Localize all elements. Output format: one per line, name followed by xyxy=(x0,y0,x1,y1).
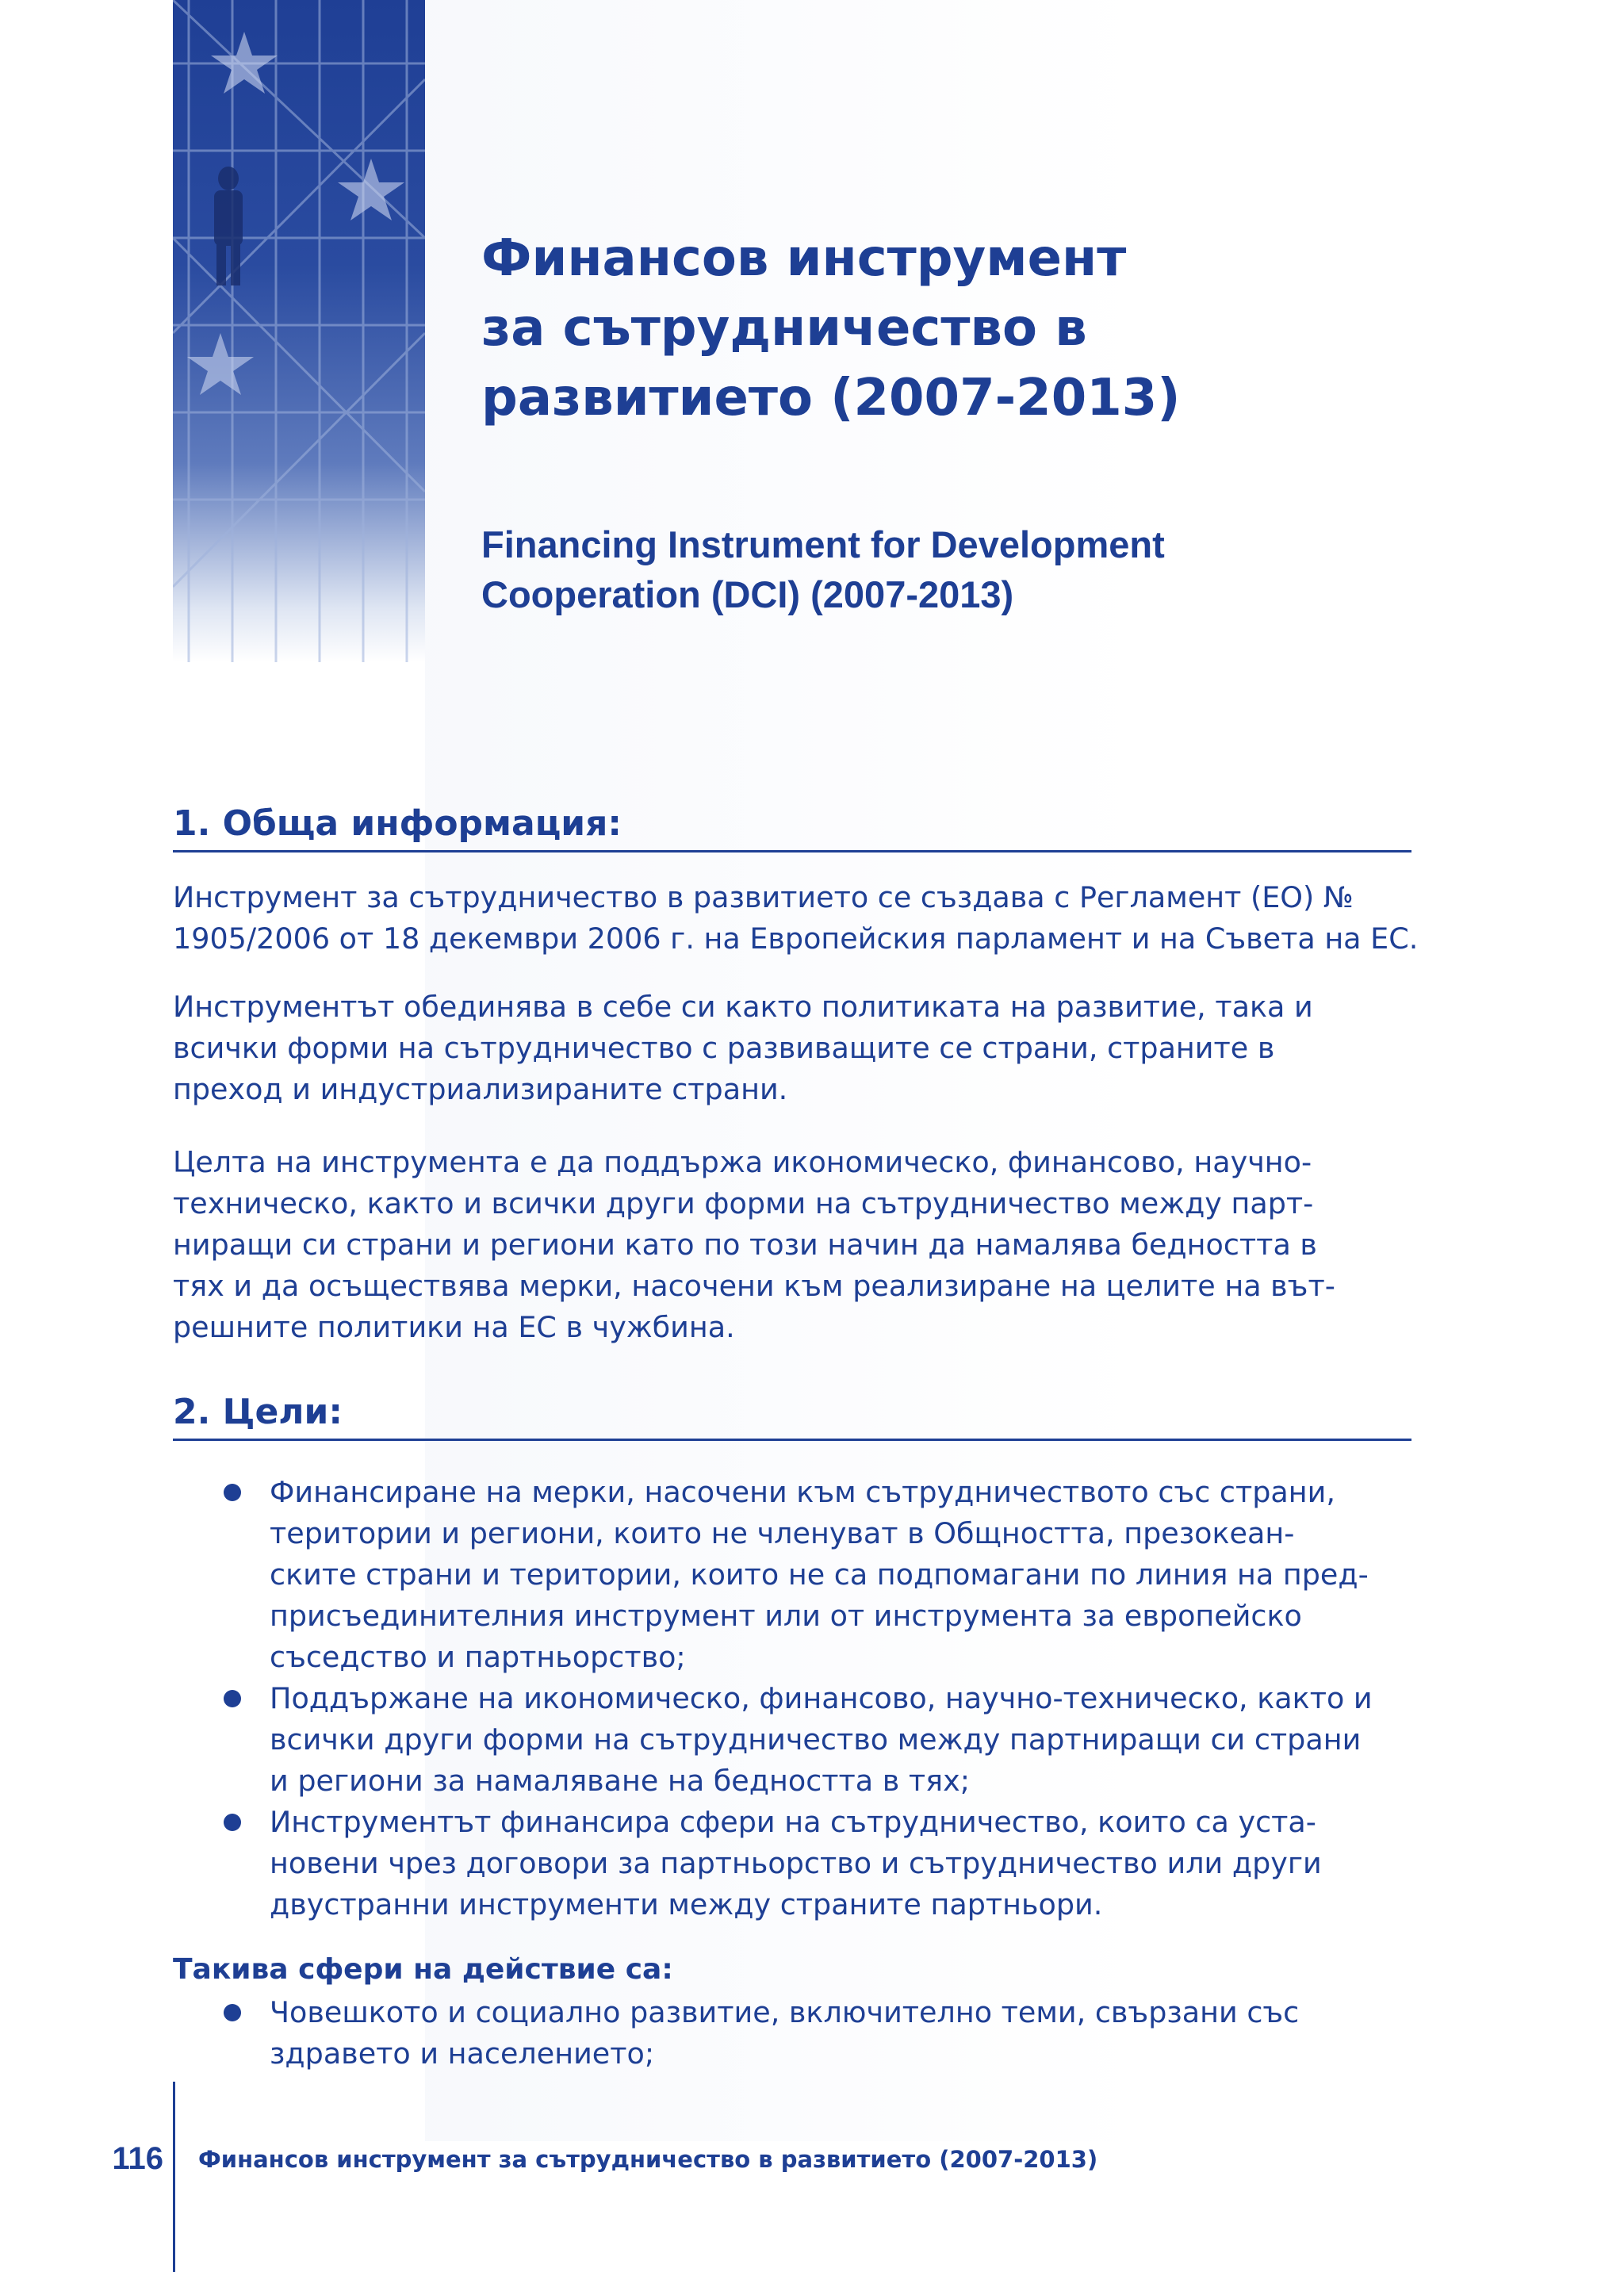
text-line: всички форми на сътрудничество с развиващите се страни, страните в xyxy=(173,1031,1275,1065)
text-line: 1905/2006 от 18 декември 2006 г. на Европейския парламент и на Съвета на ЕС. xyxy=(173,921,1419,956)
bullet-icon xyxy=(224,2004,241,2021)
list-item: Инструментът финансира сфери на сътрудничество, които са уста- новени чрез договори за партньорство и сътрудничество или други двустранни инструменти между страните партньори. xyxy=(173,1802,1411,1925)
title-line: развитието (2007-2013) xyxy=(481,369,1181,427)
text-line: Целта на инструмента е да поддържа икономическо, финансово, научно- xyxy=(173,1145,1312,1179)
footer-divider xyxy=(173,2082,175,2272)
goals-list xyxy=(173,1472,1411,1925)
list-item: Финансиране на мерки, насочени към сътрудничеството със страни, територии и региони, които не членуват в Общността, презокеан- ските страни и територии, които не са подпомагани по линия на пред- присъединителния инструмент или от инструмента за европейско съседство и партньорство; xyxy=(173,1472,1411,1678)
header-photo-banner xyxy=(173,0,425,662)
action-areas-heading: Такива сфери на действие са: xyxy=(173,1953,673,1986)
page-number: 116 xyxy=(112,2141,163,2176)
text-line: Инструментът обединява в себе си както политиката на развитие, така и xyxy=(173,990,1313,1024)
bullet-icon xyxy=(224,1690,241,1707)
subtitle-line: Financing Instrument for Development xyxy=(481,523,1165,565)
title-line: за сътрудничество в xyxy=(481,299,1087,358)
page-title xyxy=(481,224,1512,433)
paragraph-purpose xyxy=(173,1142,1411,1348)
text-line: решните политики на ЕС в чужбина. xyxy=(173,1310,735,1344)
scaffolding-illustration xyxy=(173,0,425,662)
text-line: Инструмент за сътрудничество в развитието се създава с Регламент (ЕО) № xyxy=(173,880,1354,914)
section-heading-general-info: 1. Обща информация: xyxy=(173,801,1411,852)
bullet-icon xyxy=(224,1814,241,1831)
section-heading-goals: 2. Цели: xyxy=(173,1389,1411,1441)
title-line: Финансов инструмент xyxy=(481,229,1127,288)
paragraph-scope xyxy=(173,987,1411,1110)
text-line: техническо, както и всички други форми на сътрудничество между парт- xyxy=(173,1186,1314,1220)
list-item: Поддържане на икономическо, финансово, научно-техническо, както и всички други форми на сътрудничество между партниращи си страни и региони за намаляване на бедността в тях; xyxy=(173,1678,1411,1802)
bullet-icon xyxy=(224,1484,241,1501)
text-line: тях и да осъществява мерки, насочени към реализиране на целите на вът- xyxy=(173,1269,1335,1303)
paragraph-regulation xyxy=(173,877,1419,960)
running-title: Финансов инструмент за сътрудничество в развитието (2007-2013) xyxy=(198,2146,1098,2173)
text-line: ниращи си страни и региони като по този начин да намалява бедността в xyxy=(173,1228,1317,1262)
list-item: Човешкото и социално развитие, включително теми, свързани със здравето и населението; xyxy=(173,1992,1411,2075)
subtitle-line: Cooperation (DCI) (2007-2013) xyxy=(481,573,1014,615)
action-areas-list xyxy=(173,1992,1411,2075)
text-line: преход и индустриализираните страни. xyxy=(173,1072,788,1106)
page-subtitle xyxy=(481,519,1512,619)
